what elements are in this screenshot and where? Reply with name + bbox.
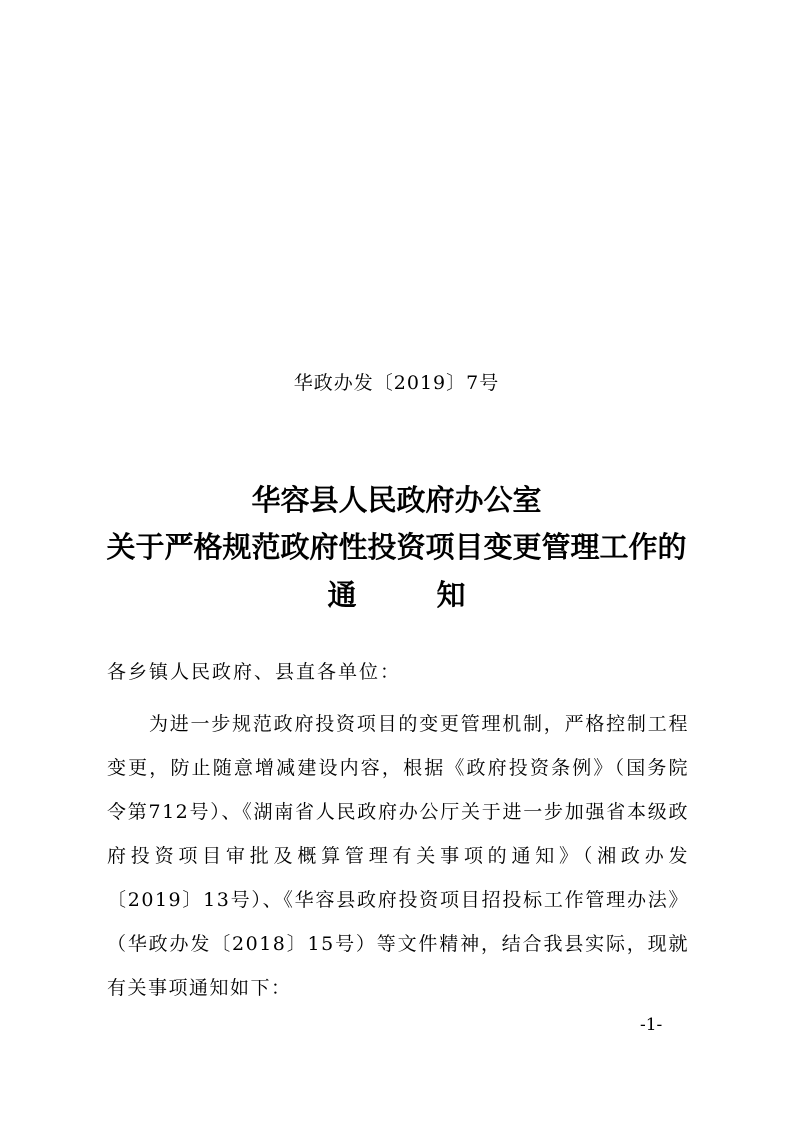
title-line-1: 华容县人民政府办公室 bbox=[251, 483, 542, 517]
document-number: 华政办发〔2019〕7号 bbox=[293, 372, 500, 394]
body-paragraph: 为进一步规范政府投资项目的变更管理机制，严格控制工程变更，防止随意增减建设内容，根据《政府投资条例》（国务院令第712号）、《湖南省人民政府办公厅关于进一步加强省本级政府投资项目审批及概算管理有关事项的通知》（湘政办发〔2019〕13号）、《华容县政府投资项目招投标工作管理办法》（华政办发〔2018〕15号）等文件精神，结合我县实际，现就有关事项通知如下： bbox=[107, 713, 689, 999]
salutation: 各乡镇人民政府、县直各单位： bbox=[107, 661, 402, 683]
title-line-3 bbox=[0, 573, 793, 614]
title-word-tong: 通 bbox=[327, 578, 357, 612]
page-number: -1- bbox=[640, 1015, 663, 1035]
title-line-2: 关于严格规范政府性投资项目变更管理工作的 bbox=[106, 530, 687, 564]
title-word-zhi: 知 bbox=[436, 578, 466, 612]
